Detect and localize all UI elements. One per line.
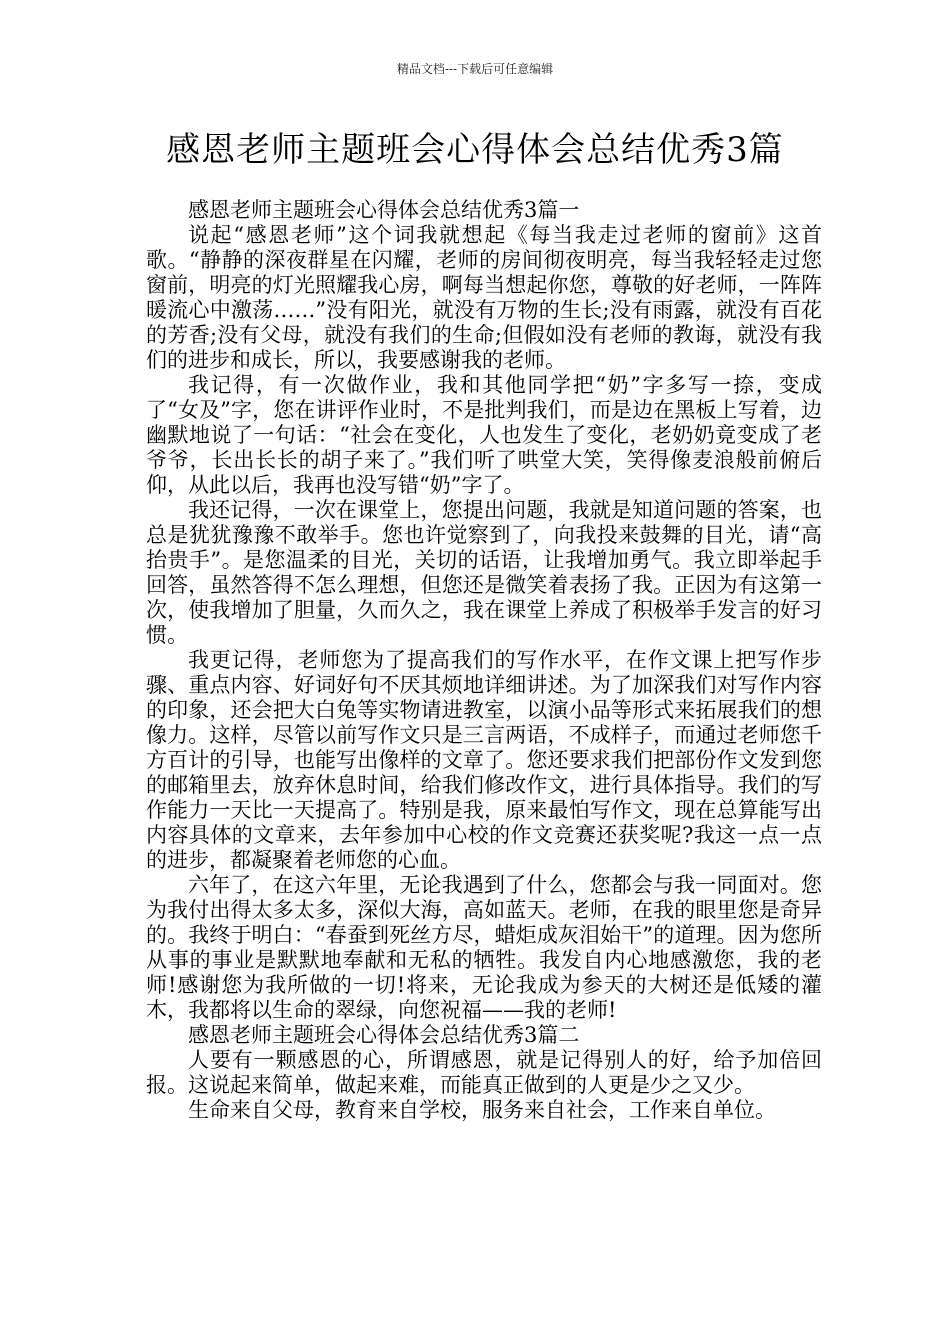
section-heading-1: 感恩老师主题班会心得体会总结优秀3篇一 xyxy=(188,198,580,222)
paragraph: 我记得，有一次做作业，我和其他同学把“奶”字多写一捺，变成了“女及”字，您在讲评作业时，不是批判我们，而是边在黑板上写着，边幽默地说了一句话：“社会在变化，人也发生了变化，老奶奶竟变成了老爷爷，长出长长的胡子来了。”我们听了哄堂大笑，笑得像麦浪般前俯后仰，从此以后，我再也没写错“奶”字了。 xyxy=(146,373,822,497)
document-title: 感恩老师主题班会心得体会总结优秀3篇 xyxy=(166,130,784,170)
section-heading-2: 感恩老师主题班会心得体会总结优秀3篇二 xyxy=(188,1023,580,1047)
paragraph: 六年了，在这六年里，无论我遇到了什么，您都会与我一同面对。您为我付出得太多太多，深似大海，高如蓝天。老师，在我的眼里您是奇异的。我终于明白：“春蚕到死丝方尽，蜡炬成灰泪始干”的道理。因为您所从事的事业是默默地奉献和无私的牺牲。我发自内心地感激您，我的老师!感谢您为我所做的一切!将来，无论我成为参天的大树还是低矮的灌木，我都将以生命的翠绿，向您祝福——我的老师! xyxy=(146,873,822,1022)
paragraph: 说起“感恩老师”这个词我就想起《每当我走过老师的窗前》这首歌。“静静的深夜群星在闪耀，老师的房间彻夜明亮，每当我轻轻走过您窗前，明亮的灯光照耀我心房，啊每当想起你您，尊敬的好老师，一阵阵暖流心中激荡……”没有阳光，就没有万物的生长;没有雨露，就没有百花的芳香;没有父母，就没有我们的生命;但假如没有老师的教诲，就没有我们的进步和成长，所以，我要感谢我的老师。 xyxy=(146,223,822,372)
paragraph: 我还记得，一次在课堂上，您提出问题，我就是知道问题的答案，也总是犹犹豫豫不敢举手。您也许觉察到了，向我投来鼓舞的目光，请“高抬贵手”。是您温柔的目光，关切的话语，让我增加勇气。我立即举起手回答，虽然答得不怎么理想，但您还是微笑着表扬了我。正因为有这第一次，使我增加了胆量，久而久之，我在课堂上养成了积极举手发言的好习惯。 xyxy=(146,498,822,647)
paragraph: 人要有一颗感恩的心，所谓感恩，就是记得别人的好，给予加倍回报。这说起来简单，做起来难，而能真正做到的人更是少之又少。 xyxy=(146,1048,822,1097)
page-header-watermark: 精品文档---下载后可任意编辑 xyxy=(396,62,554,76)
paragraph: 我更记得，老师您为了提高我们的写作水平，在作文课上把写作步骤、重点内容、好词好句不厌其烦地详细讲述。为了加深我们对写作内容的印象，还会把大白兔等实物请进教室，以演小品等形式来拓展我们的想像力。这样，尽管以前写作文只是三言两语，不成样子，而通过老师您千方百计的引导，也能写出像样的文章了。您还要求我们把部份作文发到您的邮箱里去，放弃休息时间，给我们修改作文，进行具体指导。我们的写作能力一天比一天提高了。特别是我，原来最怕写作文，现在总算能写出内容具体的文章来，去年参加中心校的作文竞赛还获奖呢?我这一点一点的进步，都凝聚着老师您的心血。 xyxy=(146,648,822,872)
paragraph: 生命来自父母，教育来自学校，服务来自社会，工作来自单位。 xyxy=(188,1098,776,1122)
document-body xyxy=(146,198,822,1123)
